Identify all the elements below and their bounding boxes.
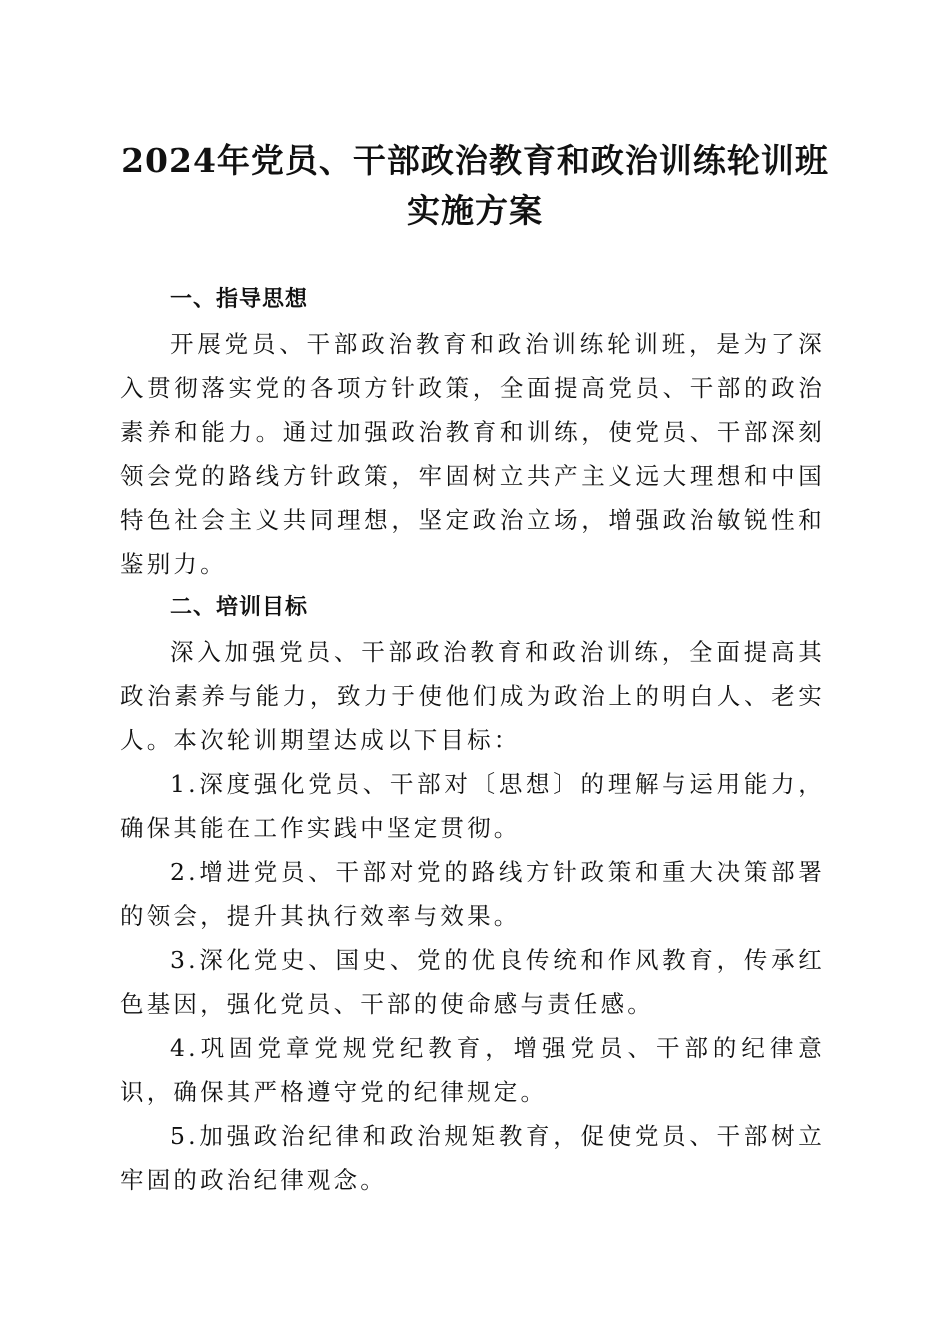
goal-item: 1.深度强化党员、干部对〔思想〕的理解与运用能力，确保其能在工作实践中坚定贯彻。 (120, 770, 825, 842)
paragraph: 开展党员、干部政治教育和政治训练轮训班，是为了深入贯彻落实党的各项方针政策，全面提高党员、干部的政治素养和能力。通过加强政治教育和训练，使党员、干部深刻领会党的路线方针政策，牢固树立共产主义远大理想和中国特色社会主义共同理想，坚定政治立场，增强政治敏锐性和鉴别力。 (120, 330, 825, 578)
section-training-goals (120, 586, 825, 1202)
document-title: 2024年党员、干部政治教育和政治训练轮训班实施方案 (121, 141, 829, 230)
goal-item: 4.巩固党章党规党纪教育，增强党员、干部的纪律意识，确保其严格遵守党的纪律规定。 (120, 1034, 825, 1106)
document-body (120, 278, 825, 1202)
section-heading: 二、培训目标 (170, 595, 309, 620)
goal-item: 2.增进党员、干部对党的路线方针政策和重大决策部署的领会，提升其执行效率与效果。 (120, 858, 825, 930)
section-heading: 一、指导思想 (170, 287, 309, 312)
paragraph: 深入加强党员、干部政治教育和政治训练，全面提高其政治素养与能力，致力于使他们成为政治上的明白人、老实人。本次轮训期望达成以下目标： (120, 638, 825, 754)
goal-item: 5.加强政治纪律和政治规矩教育，促使党员、干部树立牢固的政治纪律观念。 (120, 1122, 825, 1194)
goal-item: 3.深化党史、国史、党的优良传统和作风教育，传承红色基因，强化党员、干部的使命感与责任感。 (120, 946, 825, 1018)
section-guiding-ideology (120, 278, 825, 586)
